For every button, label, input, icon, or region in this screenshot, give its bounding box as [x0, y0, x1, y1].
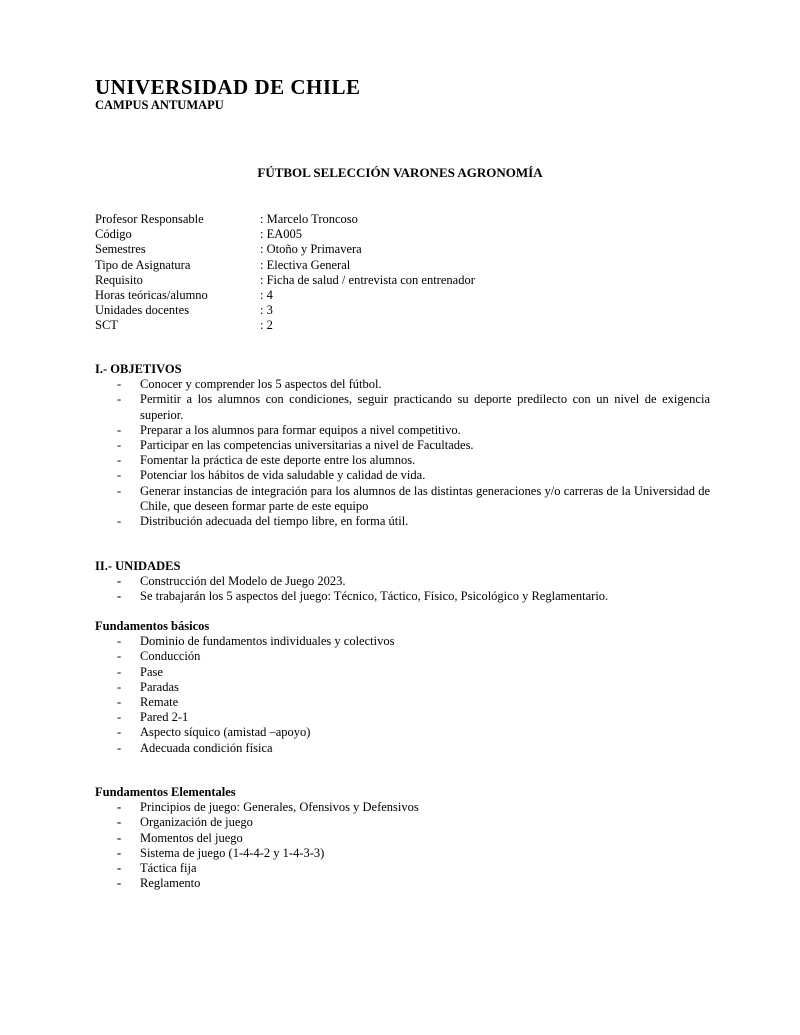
dash-bullet: -	[117, 634, 122, 649]
list-item	[95, 741, 710, 756]
fundamentos-basicos-heading: Fundamentos básicos	[95, 619, 210, 633]
info-label: Requisito	[95, 272, 143, 287]
dash-bullet: -	[117, 589, 122, 604]
dash-bullet: -	[117, 876, 122, 891]
list-item	[95, 574, 710, 589]
info-row-profesor	[95, 212, 475, 227]
fundamentos-elementales-section	[95, 785, 710, 891]
info-row-semestres	[95, 242, 475, 257]
info-value: : Otoño y Primavera	[260, 242, 362, 257]
dash-bullet: -	[117, 679, 122, 694]
info-label: Horas teóricas/alumno	[95, 287, 208, 302]
list-item	[95, 861, 710, 876]
info-label: Tipo de Asignatura	[95, 257, 191, 272]
info-value: : Ficha de salud / entrevista con entrenador	[260, 272, 475, 287]
list-item-text: Se trabajarán los 5 aspectos del juego: Técnico, Táctico, Físico, Psicológico y Reglamentario.	[140, 589, 609, 604]
info-value: : EA005	[260, 227, 303, 242]
info-label: Código	[95, 227, 132, 242]
dash-bullet: -	[117, 377, 122, 392]
list-item-text: Organización de juego	[140, 815, 253, 830]
campus-name: CAMPUS ANTUMAPU	[95, 98, 224, 112]
list-item-text: Momentos del juego	[140, 830, 243, 845]
fundamentos-elementales-heading: Fundamentos Elementales	[95, 785, 236, 799]
list-item	[95, 831, 710, 846]
dash-bullet: -	[117, 468, 122, 483]
info-row-requisito	[95, 273, 475, 288]
info-row-sct	[95, 318, 475, 333]
list-item-text: Permitir a los alumnos con condiciones, seguir practicando su deporte predilecto con un nivel de exigencia superior.	[140, 392, 710, 422]
list-item	[95, 665, 710, 680]
dash-bullet: -	[117, 483, 122, 498]
list-item	[95, 695, 710, 710]
list-item-text: Distribución adecuada del tiempo libre, en forma útil.	[140, 514, 409, 529]
list-item	[95, 876, 710, 891]
info-row-horas	[95, 288, 475, 303]
info-value: : 2	[260, 318, 273, 333]
fundamentos-elementales-list	[95, 800, 710, 891]
list-item-text: Fomentar la práctica de este deporte entre los alumnos.	[140, 453, 416, 468]
dash-bullet: -	[117, 800, 122, 815]
list-item	[95, 725, 710, 740]
list-item	[95, 484, 710, 514]
list-item	[95, 438, 710, 453]
dash-bullet: -	[117, 830, 122, 845]
info-value: : Marcelo Troncoso	[260, 212, 358, 226]
dash-bullet: -	[117, 649, 122, 664]
objetivos-section	[95, 362, 710, 529]
list-item-text: Dominio de fundamentos individuales y colectivos	[140, 634, 395, 649]
list-item-text: Táctica fija	[140, 861, 197, 875]
dash-bullet: -	[117, 514, 122, 529]
info-row-tipo	[95, 258, 475, 273]
university-title: UNIVERSIDAD DE CHILE	[95, 75, 361, 99]
list-item-text: Conducción	[140, 649, 201, 664]
list-item-text: Aspecto síquico (amistad –apoyo)	[140, 725, 311, 740]
info-row-unidades-docentes	[95, 303, 475, 318]
info-label: Profesor Responsable	[95, 212, 204, 226]
list-item	[95, 453, 710, 468]
list-item	[95, 392, 710, 422]
dash-bullet: -	[117, 845, 122, 860]
course-title: FÚTBOL SELECCIÓN VARONES AGRONOMÍA	[257, 165, 543, 180]
dash-bullet: -	[117, 710, 122, 725]
list-item	[95, 423, 710, 438]
list-item-text: Principios de juego: Generales, Ofensivos y Defensivos	[140, 800, 419, 815]
list-item-text: Paradas	[140, 679, 179, 694]
list-item-text: Potenciar los hábitos de vida saludable y calidad de vida.	[140, 468, 426, 483]
list-item-text: Reglamento	[140, 876, 201, 891]
list-item	[95, 589, 710, 604]
objetivos-heading: I.- OBJETIVOS	[95, 362, 182, 376]
list-item	[95, 800, 710, 815]
list-item-text: Pared 2-1	[140, 710, 189, 725]
list-item	[95, 846, 710, 861]
unidades-list	[95, 574, 710, 604]
info-label: SCT	[95, 318, 118, 333]
list-item	[95, 377, 710, 392]
list-item-text: Remate	[140, 695, 179, 709]
dash-bullet: -	[117, 695, 122, 709]
fundamentos-basicos-section	[95, 619, 710, 756]
dash-bullet: -	[117, 574, 122, 589]
dash-bullet: -	[117, 725, 122, 740]
list-item-text: Conocer y comprender los 5 aspectos del fútbol.	[140, 377, 382, 392]
info-row-codigo	[95, 227, 475, 242]
fundamentos-basicos-list	[95, 634, 710, 756]
dash-bullet: -	[117, 438, 122, 452]
dash-bullet: -	[117, 861, 122, 875]
info-value: : 3	[260, 303, 273, 318]
dash-bullet: -	[117, 815, 122, 830]
unidades-heading: II.- UNIDADES	[95, 559, 181, 573]
list-item-text: Construcción del Modelo de Juego 2023.	[140, 574, 346, 589]
info-label: Unidades docentes	[95, 303, 190, 318]
list-item	[95, 468, 710, 483]
unidades-section	[95, 559, 710, 605]
list-item	[95, 649, 710, 664]
info-value: : Electiva General	[260, 257, 351, 272]
list-item-text: Participar en las competencias universitarias a nivel de Facultades.	[140, 438, 474, 452]
list-item	[95, 680, 710, 695]
list-item-text: Adecuada condición física	[140, 740, 273, 755]
list-item-text: Preparar a los alumnos para formar equipos a nivel competitivo.	[140, 422, 461, 437]
list-item-text: Generar instancias de integración para los alumnos de las distintas generaciones y/o carreras de la Universidad de Chile, que deseen formar parte de este equipo	[140, 483, 710, 513]
dash-bullet: -	[117, 740, 122, 755]
dash-bullet: -	[117, 453, 122, 468]
info-label: Semestres	[95, 242, 146, 257]
list-item-text: Pase	[140, 664, 163, 679]
info-value: : 4	[260, 287, 273, 302]
list-item	[95, 514, 710, 529]
dash-bullet: -	[117, 664, 122, 679]
objetivos-list	[95, 377, 710, 529]
list-item	[95, 710, 710, 725]
course-info-table	[95, 212, 475, 334]
list-item	[95, 634, 710, 649]
dash-bullet: -	[117, 422, 122, 437]
list-item	[95, 815, 710, 830]
dash-bullet: -	[117, 392, 122, 407]
list-item-text: Sistema de juego (1-4-4-2 y 1-4-3-3)	[140, 845, 325, 860]
